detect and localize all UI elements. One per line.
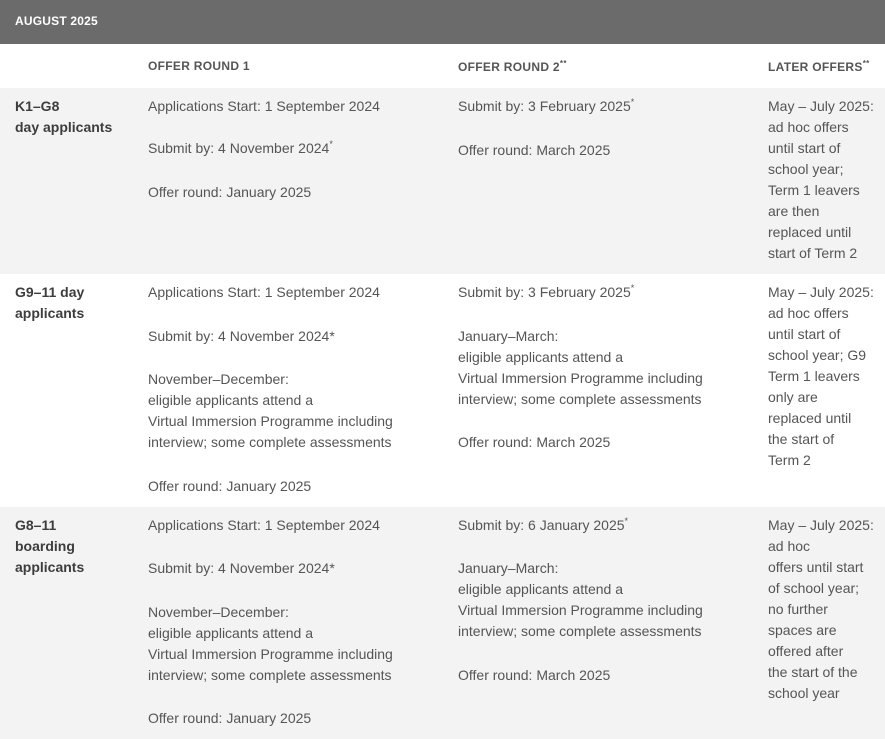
round2-cell	[458, 282, 703, 453]
offer-round: Offer round: March 2025	[458, 142, 611, 158]
eligible-text: eligible applicants attend a	[148, 392, 314, 408]
later-line: offered after	[768, 643, 844, 659]
table-title: AUGUST 2025	[15, 14, 98, 28]
submit-by-mark: *	[624, 516, 629, 526]
later-line: the start of	[768, 431, 835, 447]
applications-start: Applications Start: 1 September 2024	[148, 98, 380, 114]
virtual-programme: Virtual Immersion Programme including	[148, 646, 393, 662]
interview-text: interview; some complete assessments	[458, 623, 702, 639]
later-line: until start of	[768, 326, 841, 342]
offer-round: Offer round: March 2025	[458, 434, 611, 450]
round1-cell	[148, 282, 393, 497]
eligible-text: eligible applicants attend a	[458, 581, 624, 597]
submit-by-text: Submit by: 4 November 2024	[148, 140, 330, 156]
offer-round: Offer round: March 2025	[458, 667, 611, 683]
later-line: ad hoc offers	[768, 119, 849, 135]
later-line: offers until start	[768, 559, 864, 575]
row-label-line: applicants	[15, 559, 85, 575]
virtual-programme: Virtual Immersion Programme including	[458, 602, 703, 618]
interview-text: interview; some complete assessments	[148, 434, 392, 450]
title-bar	[0, 0, 885, 44]
header-later-offers	[768, 59, 870, 74]
submit-by	[148, 138, 380, 159]
round1-cell	[148, 96, 380, 203]
later-line: May – July 2025:	[768, 517, 874, 533]
header-later-offers-mark: **	[862, 59, 870, 68]
submit-by	[458, 282, 703, 303]
later-line: Term 2	[768, 452, 811, 468]
applications-start: Applications Start: 1 September 2024	[148, 517, 380, 533]
submit-by-mark: *	[630, 283, 635, 293]
header-later-offers-label: LATER OFFERS	[768, 60, 863, 74]
later-line: only are	[768, 389, 818, 405]
interview-text: interview; some complete assessments	[458, 391, 702, 407]
submit-by-text: Submit by: 6 January 2025	[458, 517, 625, 533]
period: January–March:	[458, 560, 559, 576]
later-line: the start of the	[768, 664, 858, 680]
row-label	[15, 515, 84, 578]
later-line: no further	[768, 601, 828, 617]
submit-by-text: Submit by: 3 February 2025	[458, 284, 631, 300]
offer-round: Offer round: January 2025	[148, 710, 312, 726]
period: January–March:	[458, 328, 559, 344]
offer-round: Offer round: January 2025	[148, 478, 312, 494]
submit-by-mark: *	[630, 97, 635, 107]
later-line: Term 1 leavers	[768, 182, 860, 198]
later-line: school year	[768, 685, 840, 701]
period: November–December:	[148, 371, 289, 387]
header-offer-round-1-label: OFFER ROUND 1	[148, 59, 250, 73]
submit-by-text: Submit by: 3 February 2025	[458, 98, 631, 114]
virtual-programme: Virtual Immersion Programme including	[458, 370, 703, 386]
row-label-line: K1–G8	[15, 98, 60, 114]
later-line: May – July 2025:	[768, 284, 874, 300]
round1-cell	[148, 515, 393, 729]
table-row	[0, 507, 885, 739]
period: November–December:	[148, 604, 289, 620]
row-label-line: G9–11 day	[15, 284, 85, 300]
round2-cell	[458, 96, 634, 161]
submit-by: Submit by: 4 November 2024*	[148, 328, 335, 344]
header-offer-round-2-mark: **	[559, 59, 567, 68]
row-label-line: boarding	[15, 538, 75, 554]
header-offer-round-2	[458, 59, 567, 74]
row-label	[15, 282, 84, 324]
later-offers-cell	[768, 515, 874, 704]
row-label-line: G8–11	[15, 517, 57, 533]
submit-by: Submit by: 4 November 2024*	[148, 560, 335, 576]
later-line: May – July 2025:	[768, 98, 874, 114]
row-label-line: day applicants	[15, 119, 113, 135]
later-line: replaced until	[768, 224, 852, 240]
later-line: ad hoc	[768, 538, 811, 554]
later-line: of school year;	[768, 580, 860, 596]
submit-by	[458, 96, 634, 117]
submit-by	[458, 515, 703, 536]
header-offer-round-1	[148, 59, 250, 73]
later-offers-cell	[768, 282, 874, 471]
later-line: school year;	[768, 161, 844, 177]
later-line: spaces are	[768, 622, 837, 638]
later-line: ad hoc offers	[768, 305, 849, 321]
eligible-text: eligible applicants attend a	[148, 625, 314, 641]
table-row	[0, 88, 885, 274]
submit-by-mark: *	[329, 139, 333, 149]
later-line: start of Term 2	[768, 245, 858, 261]
later-line: Term 1 leavers	[768, 368, 860, 384]
round2-cell	[458, 515, 703, 686]
offer-round: Offer round: January 2025	[148, 184, 312, 200]
applications-start: Applications Start: 1 September 2024	[148, 284, 380, 300]
row-label	[15, 96, 112, 138]
interview-text: interview; some complete assessments	[148, 667, 392, 683]
later-offers-cell	[768, 96, 874, 264]
later-line: are then	[768, 203, 820, 219]
eligible-text: eligible applicants attend a	[458, 349, 624, 365]
header-offer-round-2-label: OFFER ROUND 2	[458, 60, 560, 74]
later-line: until start of	[768, 140, 841, 156]
row-label-line: applicants	[15, 305, 85, 321]
later-line: replaced until	[768, 410, 852, 426]
virtual-programme: Virtual Immersion Programme including	[148, 413, 393, 429]
later-line: school year; G9	[768, 347, 867, 363]
